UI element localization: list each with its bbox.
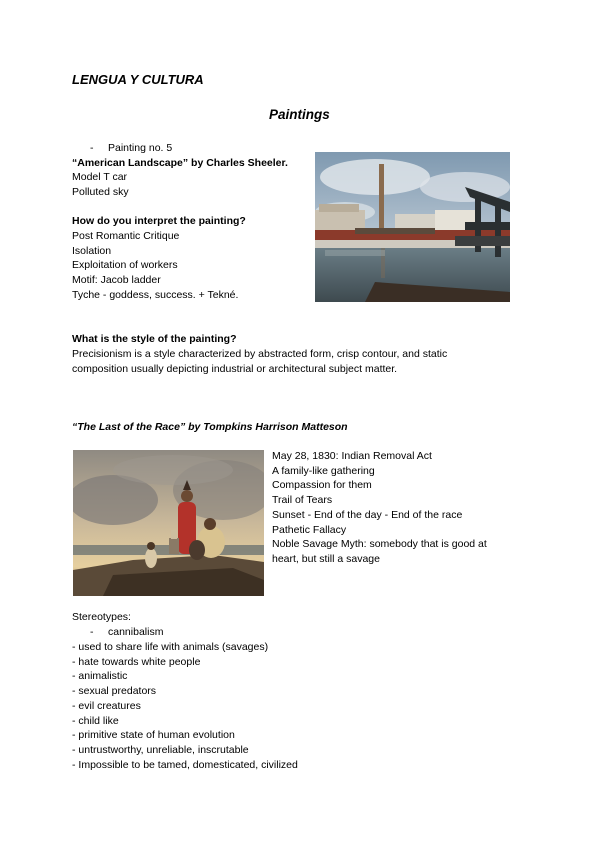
style-answer-line: Precisionism is a style characterized by abstracted form, crisp contour, and static xyxy=(72,348,448,360)
stereotypes-list xyxy=(72,640,298,772)
note-item: Model T car xyxy=(72,171,128,183)
interpretation-question: How do you interpret the painting? xyxy=(72,215,246,227)
stereotype-item: - animalistic xyxy=(72,670,128,683)
stereotypes-label: Stereotypes: xyxy=(72,611,131,623)
note-item: Compassion for them xyxy=(272,479,372,492)
note-item: May 28, 1830: Indian Removal Act xyxy=(272,450,432,462)
interpretation-item: Exploitation of workers xyxy=(72,259,178,272)
sunset-gathering-illustration xyxy=(73,450,264,596)
course-title: LENGUA Y CULTURA xyxy=(72,72,204,87)
interpretation-item: Post Romantic Critique xyxy=(72,230,180,242)
interpretation-item: Isolation xyxy=(72,244,112,257)
stereotype-item: - hate towards white people xyxy=(72,655,201,668)
stereotype-item: - child like xyxy=(72,714,119,727)
note-item: Sunset - End of the day - End of the race xyxy=(272,508,463,521)
stereotype-item: - Impossible to be tamed, domesticated, civilized xyxy=(72,758,298,771)
interpretation-item: Motif: Jacob ladder xyxy=(72,274,161,287)
style-answer xyxy=(72,347,447,376)
note-item: Pathetic Fallacy xyxy=(272,523,347,536)
interpretation-item: Tyche - goddess, success. + Tekné. xyxy=(72,288,239,301)
note-item: Trail of Tears xyxy=(272,494,333,507)
note-item: Noble Savage Myth: somebody that is good at xyxy=(272,538,487,551)
stereotype-item: cannibalism xyxy=(108,626,164,638)
stereotype-dash: - xyxy=(90,626,94,638)
note-item: A family-like gathering xyxy=(272,464,375,477)
painting-number: Painting no. 5 xyxy=(108,142,173,154)
bullet-dash: - xyxy=(90,142,94,154)
stereotype-item: - primitive state of human evolution xyxy=(72,729,235,742)
note-item: Polluted sky xyxy=(72,185,129,198)
painting-notes xyxy=(72,170,129,199)
style-answer-line: composition usually depicting industrial or architectural subject matter. xyxy=(72,362,398,375)
stereotype-item: - sexual predators xyxy=(72,685,157,698)
stereotype-item: - evil creatures xyxy=(72,699,141,712)
interpretation-list xyxy=(72,229,238,303)
note-item: heart, but still a savage xyxy=(272,552,380,565)
industrial-landscape-illustration xyxy=(315,152,510,302)
stereotype-item: - used to share life with animals (savages) xyxy=(72,641,269,653)
last-of-the-race-notes xyxy=(272,449,487,567)
painting-title-last-of-the-race: “The Last of the Race” by Tompkins Harrison Matteson xyxy=(72,421,348,433)
last-of-the-race-painting xyxy=(73,450,264,596)
stereotype-item: - untrustworthy, unreliable, inscrutable xyxy=(72,743,249,756)
style-question: What is the style of the painting? xyxy=(72,333,237,345)
painting-title-american-landscape: “American Landscape” by Charles Sheeler. xyxy=(72,157,288,169)
american-landscape-painting xyxy=(315,152,510,302)
page-title: Paintings xyxy=(269,107,330,122)
